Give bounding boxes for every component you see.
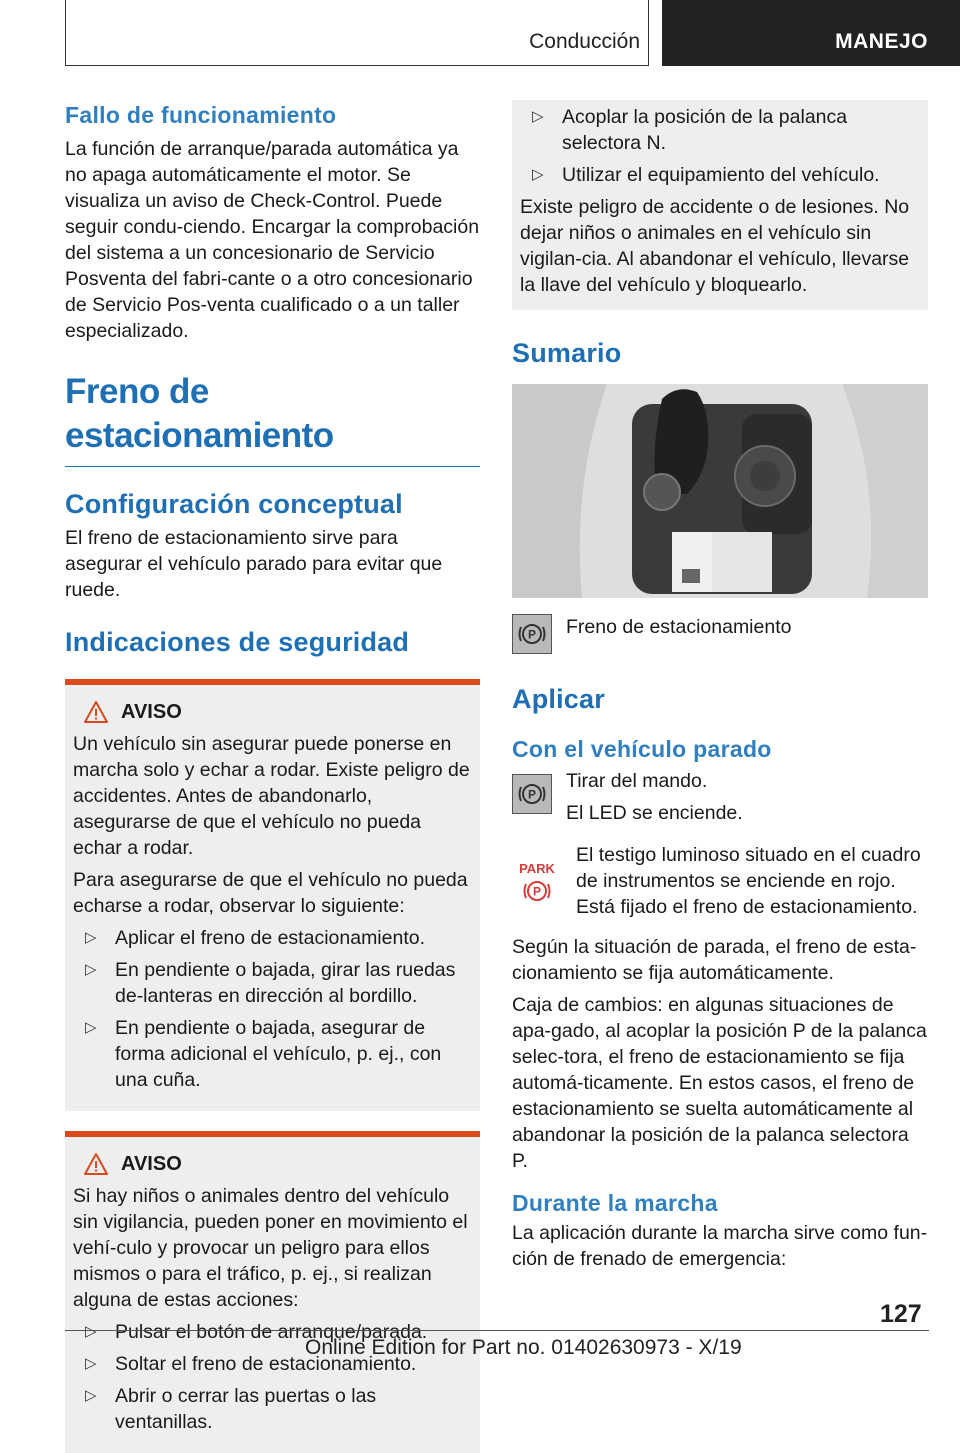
- list-item: ▷ Acoplar la posición de la palanca selectora N.: [520, 104, 920, 156]
- list-item: ▷ Soltar el freno de estacionamiento.: [73, 1351, 472, 1377]
- header-section: Conducción: [529, 30, 640, 53]
- warning-title-text-1: AVISO: [121, 701, 182, 723]
- parking-brake-switch-icon: [512, 614, 552, 654]
- svg-text:P: P: [527, 787, 537, 802]
- park-text: El testigo luminoso situado en el cuadro de instrumentos se enciende en rojo. Está fijado el freno de estacionamiento.: [576, 844, 921, 918]
- gear-console-illustration: [512, 384, 928, 598]
- left-column: [65, 100, 480, 1453]
- warning-title-2: [83, 1151, 472, 1177]
- warning-triangle-icon: [83, 700, 109, 724]
- list-item: ▷ Abrir o cerrar las puertas o las ventanillas.: [73, 1383, 472, 1435]
- fallo-text: La función de arranque/parada automática ya no apaga automáticamente el motor. Se visualiza un aviso de Check-Control. Puede seguir condu-ciendo. Encargar la comprobación del sistema a un concesionario de Servicio Posventa del fabri-cante o a otro concesionario de Servicio Pos-venta cualificado o a un taller especializado.: [65, 138, 480, 342]
- seguridad-heading: Indicaciones de seguridad: [65, 627, 410, 657]
- list-item: ▷ Aplicar el freno de estacionamiento.: [73, 925, 472, 951]
- list-item: ▷ Utilizar el equipamiento del vehículo.: [520, 162, 920, 188]
- sumario-caption-row: [512, 614, 928, 654]
- config-heading: Configuración conceptual: [65, 489, 403, 519]
- continuation-text: Existe peligro de accidente o de lesiones. No dejar niños o animales en el vehículo sin vigilan-cia. Al abandonar el vehículo, llevarse la llave del vehículo y bloquearlo.: [520, 196, 910, 296]
- parado-heading: Con el vehículo parado: [512, 736, 772, 762]
- warning1-list: [73, 925, 472, 1093]
- warning-box-2: [65, 1131, 480, 1453]
- park-circle-icon: [521, 876, 553, 906]
- marcha-text: La aplicación durante la marcha sirve como fun-ción de frenado de emergencia:: [512, 1222, 928, 1270]
- warning2-continuation-box: [512, 100, 928, 310]
- park-label: PARK: [519, 861, 555, 876]
- footer-divider: [65, 1330, 929, 1331]
- parking-brake-switch-icon: [512, 774, 552, 814]
- fallo-heading: Fallo de funcionamiento: [65, 102, 337, 128]
- warning2-text1: Si hay niños o animales dentro del vehículo sin vigilancia, pueden poner en movimiento el vehí-culo y provocar un peligro para ellos mismos o para el tráfico, p. ej., si realizan alguna de estas acciones:: [73, 1185, 468, 1311]
- page-number: 127: [880, 1300, 922, 1328]
- footer-edition: Online Edition for Part no. 01402630973 - X/19: [305, 1336, 742, 1359]
- caja-text: Caja de cambios: en algunas situaciones de apa-gado, al acoplar la posición P de la palanca selec-tora, el freno de estacionamiento se fija automá-ticamente. En estos casos, el freno de estacionamiento se suelta automáticamente al abandonar la posición de la palanca selectora P.: [512, 994, 927, 1172]
- marcha-heading: Durante la marcha: [512, 1190, 718, 1216]
- parado-line1: Tirar del mando.: [566, 770, 708, 792]
- warning1-text2: Para asegurarse de que el vehículo no pueda echarse a rodar, observar lo siguiente:: [73, 869, 468, 917]
- park-warning-icon: [512, 842, 562, 909]
- list-item: ▷ En pendiente o bajada, asegurar de forma adicional el vehículo, p. ej., con una cuña.: [73, 1015, 472, 1093]
- config-text: El freno de estacionamiento sirve para asegurar el vehículo parado para evitar que ruede.: [65, 527, 443, 601]
- aplicar-heading: Aplicar: [512, 684, 605, 714]
- sumario-heading: Sumario: [512, 338, 622, 368]
- warning-triangle-icon: [83, 1152, 109, 1176]
- svg-text:P: P: [527, 627, 537, 642]
- gear-console-photo: [512, 384, 928, 598]
- park-row: [512, 842, 928, 920]
- sumario-caption: Freno de estacionamiento: [566, 616, 792, 638]
- warning1-text1: Un vehículo sin asegurar puede ponerse en marcha solo y echar a rodar. Existe peligro de accidentes. Antes de abandonarlo, asegurarse de que el vehículo no pueda echar a rodar.: [73, 733, 470, 859]
- right-column: [512, 100, 928, 1272]
- warning-title-text-2: AVISO: [121, 1153, 182, 1175]
- continuation-list: [520, 104, 920, 188]
- warning-box-1: [65, 679, 480, 1111]
- list-item: ▷ Pulsar el botón de arranque/parada.: [73, 1319, 472, 1345]
- parado-line2: El LED se enciende.: [566, 802, 743, 824]
- freno-heading: Freno de estacionamiento: [65, 370, 480, 467]
- list-item: ▷ En pendiente o bajada, girar las ruedas de-lanteras en dirección al bordillo.: [73, 957, 472, 1009]
- situacion-text: Según la situación de parada, el freno de esta-cionamiento se fija automáticamente.: [512, 936, 917, 984]
- header-chapter-tab: MANEJO: [662, 0, 960, 66]
- svg-text:P: P: [532, 884, 542, 899]
- warning-title-1: [83, 699, 472, 725]
- parado-row: [512, 768, 928, 826]
